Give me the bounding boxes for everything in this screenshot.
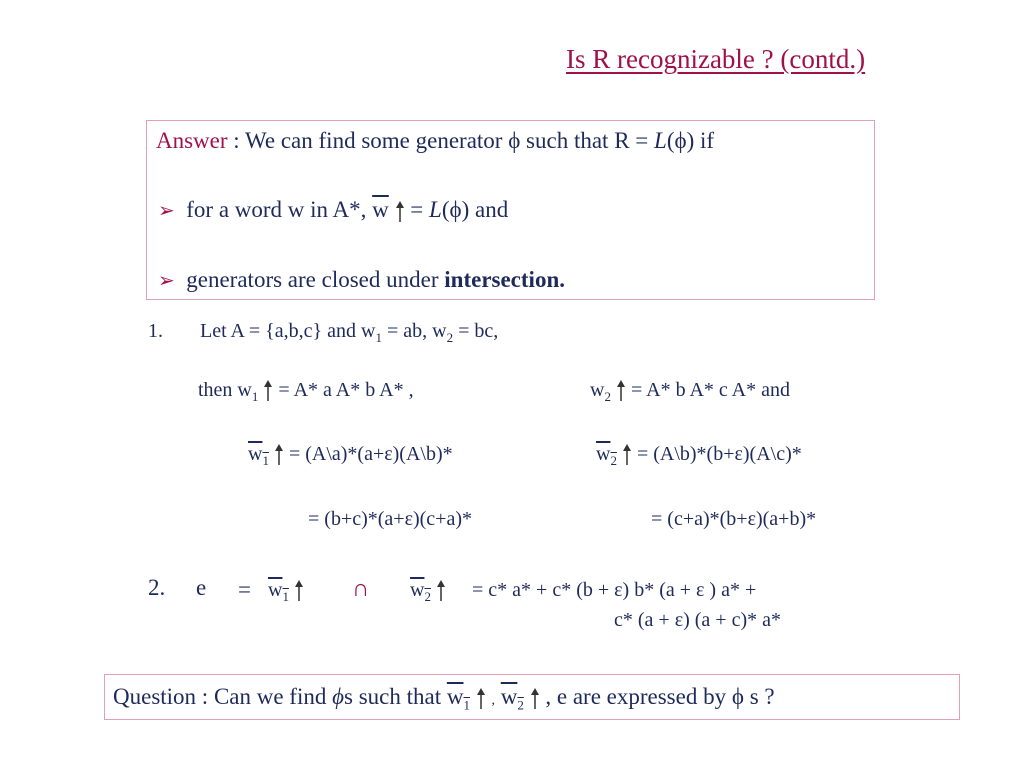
sub-1: 1 [251,389,259,404]
up-arrow-icon [530,688,540,710]
sub-1: 1 [262,453,269,468]
up-arrow-icon [436,580,446,602]
w2: $\overline{w}$ [410,579,425,601]
comp2-w: $\overline{w}$ [596,443,611,465]
up-arrow-icon [294,580,304,602]
bullet1-text-b: = [410,197,430,222]
up-arrow-icon [476,688,486,710]
q-w1: $\overline{w}$ [446,684,464,709]
item2-rhs-1: = c* a* + c* (b + ε) b* (a + ε ) a* + [472,579,757,601]
sub-1: 1 [463,697,470,713]
q-w2: $\overline{w}$ [500,684,518,709]
up-arrow-icon [622,444,632,466]
intersection-icon: ∩ [352,576,370,602]
bullet-arrow-icon: ➢ [158,270,175,292]
then-line-right [590,379,790,405]
comp1-rhs: = (A\a)*(a+ε)(A\b)* [288,443,453,465]
let-c: = bc, [453,320,499,342]
question-line: Question : Can we find ϕs such that $\overline{w}_1$ , $\overline{w}_2$ , e are expressed by ϕ s ? [113,684,775,713]
sub-2: 2 [446,330,454,345]
bullet2-text: generators are closed under [186,267,445,292]
answer-bullet-1 [158,197,508,223]
question-text-c: , e are expressed by ϕ s ? [545,684,775,709]
item1-let-line [200,320,498,346]
answer-label: Answer [156,128,228,153]
answer-intro: : We can find some generator ϕ such that R = [227,128,655,153]
bullet2-bold: intersection. [444,267,565,292]
answer-line [156,128,714,154]
w2-rhs: = A* b A* c A* and [630,379,791,401]
phi-symbol: ϕ [332,684,345,709]
item2-w2 [410,579,446,605]
question-text-a: Question : Can we find [113,684,333,709]
answer-intro-end: (ϕ) if [666,128,715,153]
up-arrow-icon [263,380,273,402]
item2-number: 2. [148,575,166,600]
bullet1-w: $\overline{w}$ [372,197,389,222]
comp2-rhs: = (A\b)*(b+ε)(A\c)* [636,443,802,465]
then-rhs: = A* a A* b A* , [278,379,414,401]
script-L-2: L [429,197,442,222]
sub-2: 2 [604,389,611,404]
question-text-b: s such that [344,684,447,709]
item2-w1 [268,579,304,605]
equality-left: = (b+c)*(a+ε)(c+a)* [308,508,472,530]
slide-title: Is R recognizable ? (contd.) [566,44,866,74]
let-b: = ab, w [381,320,447,342]
then-line-left [198,379,414,405]
sub-2: 2 [424,589,431,604]
script-L: L [654,128,667,153]
sub-1: 1 [375,330,382,345]
sub-2: 2 [517,697,524,713]
complement-line-right [596,443,802,469]
bullet1-text-c: (ϕ) and [441,197,509,222]
up-arrow-icon [395,201,405,223]
answer-bullet-2 [158,267,565,293]
sub-2: 2 [610,453,617,468]
sub-1: 1 [282,589,289,604]
bullet-arrow-icon: ➢ [158,200,175,222]
complement-line-left [248,443,453,469]
item2-rhs-2: c* (a + ε) (a + c)* a* [614,609,781,631]
equality-right: = (c+a)*(b+ε)(a+b)* [651,508,817,530]
bullet1-text-a: for a word w in A*, [186,197,373,222]
let-a: Let A = {a,b,c} and w [200,320,376,342]
item1-number: 1. [148,320,163,342]
up-arrow-icon [274,444,284,466]
w2: w [590,379,605,401]
comp1-w: $\overline{w}$ [248,443,263,465]
up-arrow-icon [616,380,626,402]
w1: $\overline{w}$ [268,579,283,601]
item2-e: e [196,575,207,600]
item2-eq: = [238,577,251,602]
then-w: then w [198,379,252,401]
